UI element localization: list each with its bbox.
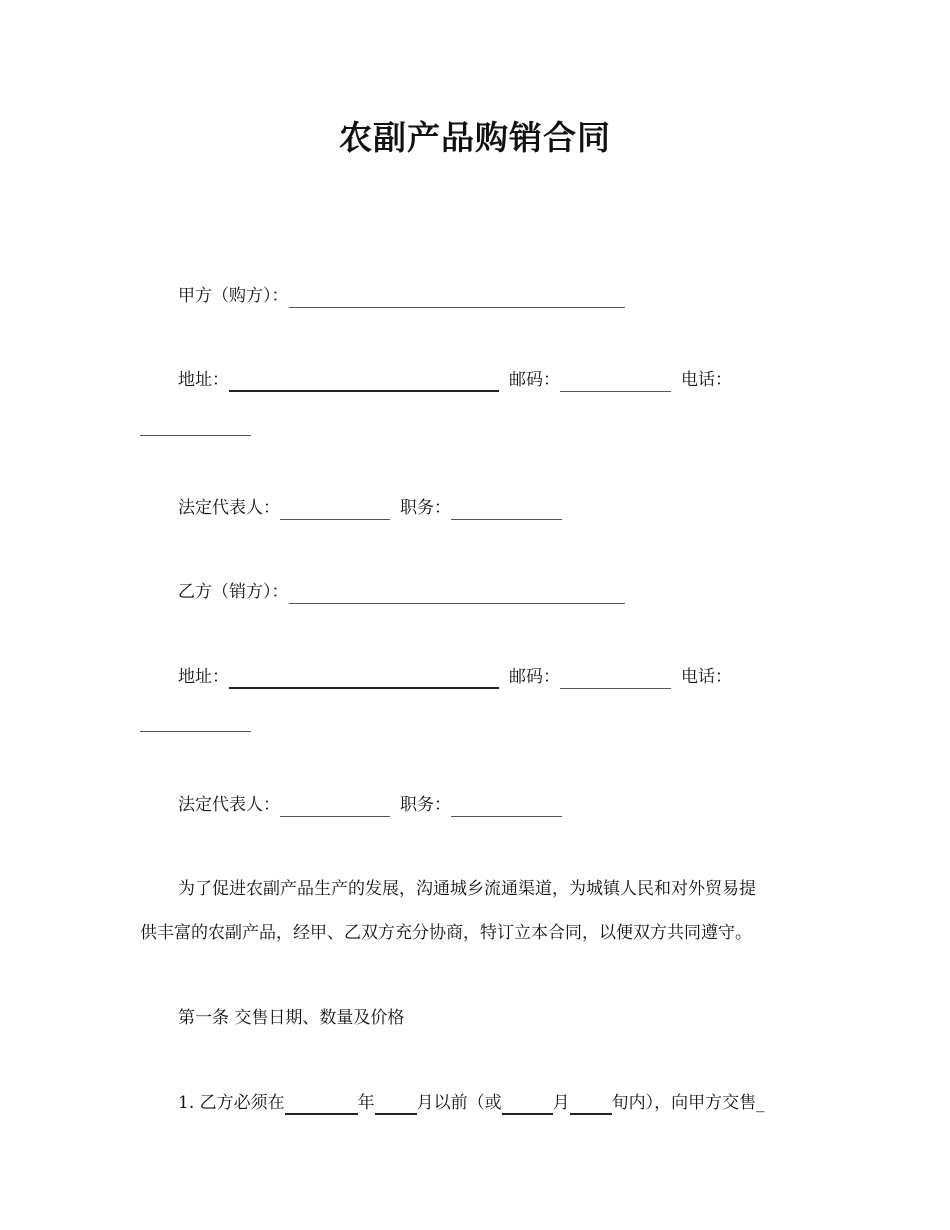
rep-label: 法定代表人： — [178, 795, 280, 815]
party-a-postcode-blank[interactable] — [560, 371, 671, 392]
party-a-position-blank[interactable] — [451, 499, 562, 520]
party-a-rep-line — [178, 496, 562, 520]
month-blank[interactable] — [375, 1093, 417, 1115]
address-label: 地址： — [178, 667, 229, 687]
period-blank[interactable] — [570, 1093, 612, 1115]
preamble-line-1: 为了促进农副产品生产的发展，沟通城乡流通渠道，为城镇人民和对外贸易提 — [178, 879, 756, 899]
postcode-label: 邮码： — [509, 370, 560, 390]
year-blank[interactable] — [285, 1093, 358, 1115]
party-a-rep-blank[interactable] — [280, 499, 390, 520]
rep-label: 法定代表人： — [178, 498, 280, 518]
month-before-label: 月以前（或 — [416, 1093, 502, 1113]
party-b-rep-line — [178, 793, 562, 817]
party-b-position-blank[interactable] — [451, 796, 562, 817]
party-b-phone-blank[interactable] — [140, 711, 251, 732]
party-b-postcode-blank[interactable] — [560, 668, 671, 689]
party-a-line — [178, 284, 625, 308]
position-label: 职务： — [400, 498, 451, 518]
party-a-label: 甲方（购方）： — [178, 286, 289, 306]
position-label: 职务： — [400, 795, 451, 815]
phone-label: 电话： — [681, 370, 732, 390]
party-b-name-blank[interactable] — [289, 583, 625, 604]
party-a-phone-blank[interactable] — [140, 415, 251, 436]
party-b-phone-line — [140, 708, 251, 732]
postcode-label: 邮码： — [509, 667, 560, 687]
article-1-heading: 第一条 交售日期、数量及价格 — [178, 1008, 405, 1028]
party-a-name-blank[interactable] — [289, 287, 625, 308]
month-label: 月 — [552, 1093, 570, 1113]
party-b-line — [178, 580, 625, 604]
address-label: 地址： — [178, 370, 229, 390]
clause-prefix: 1. 乙方必须在 — [178, 1093, 285, 1113]
article-1-clause-1 — [178, 1091, 765, 1115]
party-b-rep-blank[interactable] — [280, 796, 390, 817]
party-b-address-line — [178, 665, 732, 689]
party-b-address-blank[interactable] — [229, 667, 499, 689]
year-label: 年 — [357, 1093, 375, 1113]
clause-tail: 旬内），向甲方交售_ — [611, 1093, 765, 1113]
party-b-label: 乙方（销方）： — [178, 582, 289, 602]
party-a-address-line — [178, 368, 732, 392]
document-title: 农副产品购销合同 — [339, 118, 611, 157]
preamble-line-2: 供丰富的农副产品，经甲、乙双方充分协商，特订立本合同，以便双方共同遵守。 — [140, 923, 752, 943]
party-a-address-blank[interactable] — [229, 370, 499, 392]
alt-month-blank[interactable] — [502, 1093, 553, 1115]
phone-label: 电话： — [681, 667, 732, 687]
party-a-phone-line — [140, 412, 251, 436]
